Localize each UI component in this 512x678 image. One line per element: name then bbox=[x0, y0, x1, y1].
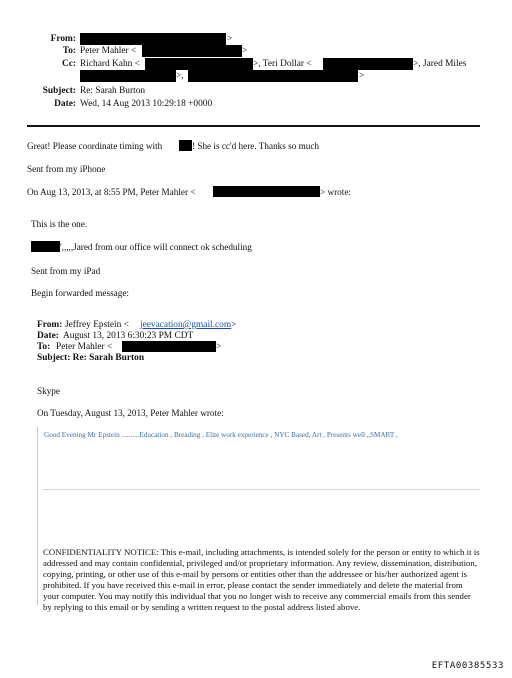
fwd-from-email-link[interactable]: jeevacation@gmail.com bbox=[140, 320, 232, 330]
redaction-block bbox=[142, 45, 242, 57]
fwd-date-value: August 13, 2013 6:30:23 PM CDT bbox=[63, 331, 194, 341]
from-end: > bbox=[227, 34, 233, 44]
redaction-block bbox=[145, 58, 253, 70]
to-label: To: bbox=[62, 46, 76, 56]
quote-line-2: ',,,,,Jared from our office will connect ok scheduling bbox=[60, 242, 252, 252]
confidentiality-notice: CONFIDENTIALITY NOTICE: This e-mail, including attachments, is intended solely for the person or entity to which it is addressed and may contain confidential, privileged and/or proprietary information. Any review, dissemination, distribution, copying, printing, or other use of this e-mail by persons or entities other than the addressee or his/her authorized agent is prohibited. If you have received this e-mail in error, please contact the sender immediately and delete the material from your computer. You may notify this individual that you no longer wish to receive any commercial emails from this sender by replying to this email or by sending a written request to the postal address listed above. bbox=[43, 547, 480, 612]
cc-sep: >, bbox=[176, 71, 184, 81]
fwd-to-end: > bbox=[216, 342, 222, 352]
quoted-text: Good Evening Mr Epstein ..........Education , Breading , Elite work experience , NYC Based, Art , Presents well „SMART , bbox=[44, 431, 398, 439]
redaction-block bbox=[31, 241, 60, 252]
fwd-subject: Subject: Re: Sarah Burton bbox=[37, 353, 145, 363]
skype-line: Skype bbox=[37, 386, 60, 396]
redaction-block bbox=[188, 70, 358, 82]
redaction-block bbox=[122, 341, 216, 352]
header-divider bbox=[27, 125, 480, 127]
cc-value-3: >, Jared Miles bbox=[413, 59, 467, 69]
fwd-from-end: > bbox=[231, 320, 237, 330]
redaction-block bbox=[213, 186, 320, 197]
fwd-to-label: To: bbox=[37, 342, 51, 352]
fwd-from-label: From: bbox=[37, 320, 63, 330]
redaction-block bbox=[80, 33, 226, 45]
from-label: From: bbox=[50, 34, 76, 44]
redaction-block bbox=[80, 70, 176, 82]
subject-value: Re: Sarah Burton bbox=[80, 86, 146, 96]
date-label: Date: bbox=[54, 99, 76, 109]
signature-divider bbox=[43, 489, 480, 490]
to-value: Peter Mahler < bbox=[80, 46, 137, 56]
message-line-1a: Great! Please coordinate timing with bbox=[27, 141, 163, 151]
quote-bar bbox=[37, 427, 38, 605]
quote-line-1: This is the one. bbox=[31, 219, 88, 229]
date-value: Wed, 14 Aug 2013 10:29:18 +0000 bbox=[80, 99, 213, 109]
redaction-block bbox=[179, 140, 192, 151]
to-end: > bbox=[242, 46, 248, 56]
message-line-1b: ! She is cc'd here. Thanks so much bbox=[192, 141, 320, 151]
cc-value-1: Richard Kahn < bbox=[80, 59, 140, 69]
forwarded-heading: Begin forwarded message: bbox=[31, 288, 129, 298]
redaction-block bbox=[323, 58, 413, 70]
fwd-to-value: Peter Mahler < bbox=[56, 342, 113, 352]
fwd-date-label: Date: bbox=[37, 331, 59, 341]
fwd-from-value: Jeffrey Epstein < bbox=[65, 320, 129, 330]
reply-wrote-line: On Tuesday, August 13, 2013, Peter Mahler wrote: bbox=[37, 408, 224, 418]
cc-label: Cc: bbox=[61, 59, 76, 69]
cc-value-2: >, Teri Dollar < bbox=[253, 59, 312, 69]
wrote-line-b: > wrote: bbox=[320, 187, 351, 197]
sent-from-iphone: Sent from my iPhone bbox=[27, 164, 106, 174]
subject-label: Subject: bbox=[42, 86, 76, 96]
document-id: EFTA00385533 bbox=[431, 661, 504, 671]
sent-from-ipad: Sent from my iPad bbox=[31, 266, 101, 276]
cc-end: > bbox=[359, 71, 365, 81]
wrote-line-a: On Aug 13, 2013, at 8:55 PM, Peter Mahler < bbox=[27, 187, 196, 197]
